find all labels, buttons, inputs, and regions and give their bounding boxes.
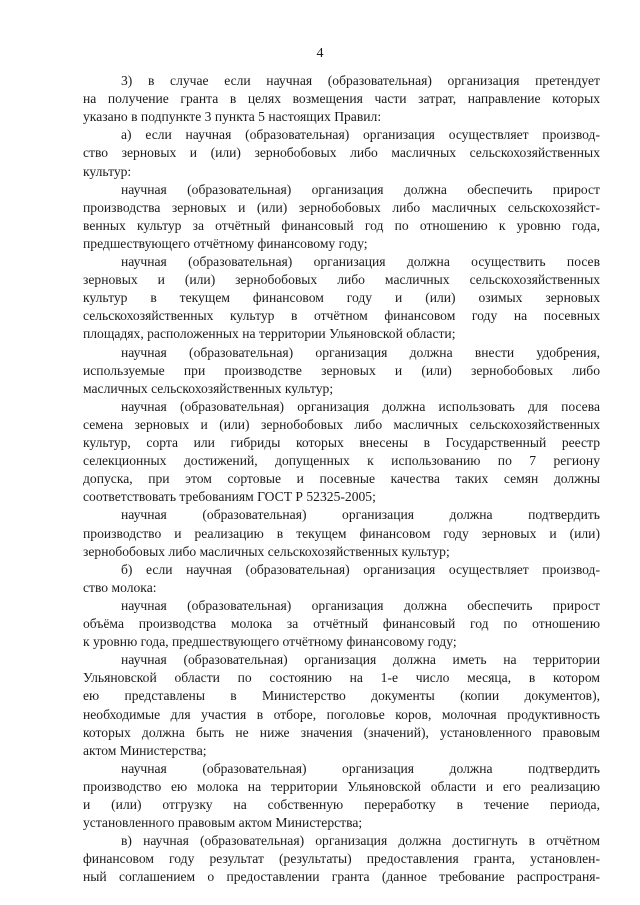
text-line: научная (образовательная) организация должна осуществить посев bbox=[121, 254, 600, 269]
text-line: допуска, при этом сортовые и посевные качества таких семян должны bbox=[83, 471, 600, 487]
text-line: производство и реализацию в текущем финансовом году зерновых и (или) bbox=[83, 525, 600, 541]
text-line: 3) в случае если научная (образовательная) организация претендует bbox=[121, 73, 600, 88]
text-line: ство зерновых и (или) зернобобовых либо масличных сельскохозяйственных bbox=[83, 145, 600, 161]
text-line: установленного правовым актом Министерства; bbox=[83, 815, 363, 831]
text-line: к уровню года, предшествующего отчётному финансовому году; bbox=[83, 634, 457, 650]
text-line: указано в подпункте 3 пункта 5 настоящих Правил: bbox=[83, 109, 382, 125]
text-line: научная (образовательная) организация должна подтвердить bbox=[121, 507, 600, 523]
text-line: в) научная (образовательная) организация должна достигнуть в отчётном bbox=[121, 833, 600, 849]
text-line: ство молока: bbox=[83, 579, 157, 595]
text-line: соответствовать требованиям ГОСТ Р 52325-2005; bbox=[83, 489, 376, 505]
text-line: ный соглашением о предоставлении гранта (данное требование распространя- bbox=[83, 869, 600, 885]
text-line: научная (образовательная) организация должна использовать для посева bbox=[121, 398, 600, 414]
text-line: площадях, расположенных на территории Ульяновской области; bbox=[83, 326, 456, 342]
text-line: научная (образовательная) организация должна внести удобрения, bbox=[121, 344, 600, 360]
text-line: сельскохозяйственных культур в отчётном финансовом году на посевных bbox=[83, 308, 600, 324]
text-line: финансовом году результат (результаты) предоставления гранта, установлен- bbox=[83, 851, 600, 867]
text-line: и (или) отгрузку на собственную переработку в течение периода, bbox=[83, 797, 600, 812]
text-line: производство ею молока на территории Ульяновской области и его реализацию bbox=[83, 778, 600, 794]
text-line: актом Министерства; bbox=[83, 742, 207, 758]
text-line: на получение гранта в целях возмещения части затрат, направление которых bbox=[83, 91, 600, 107]
text-line: семена зерновых и (или) зернобобовых либо масличных сельскохозяйственных bbox=[83, 416, 600, 432]
text-line: зерновых и (или) зернобобовых либо масличных сельскохозяйственных bbox=[83, 272, 600, 288]
text-line: научная (образовательная) организация должна обеспечить прирост bbox=[121, 597, 600, 613]
text-line: масличных сельскохозяйственных культур; bbox=[83, 380, 334, 396]
text-line: которых должна быть не ниже значения (значений), установленного правовым bbox=[83, 724, 600, 740]
text-line: а) если научная (образовательная) организация осуществляет производ- bbox=[121, 127, 600, 143]
text-line: зернобобовых либо масличных сельскохозяйственных культур; bbox=[83, 543, 450, 559]
text-line: научная (образовательная) организация должна подтвердить bbox=[121, 760, 600, 776]
text-line: научная (образовательная) организация должна иметь на территории bbox=[121, 652, 600, 668]
text-line: Ульяновской области по состоянию на 1-е число месяца, в котором bbox=[83, 670, 600, 686]
text-line: культур: bbox=[83, 163, 132, 179]
text-line: производства зерновых и (или) зернобобовых либо масличных сельскохозяйст- bbox=[83, 199, 600, 215]
text-line: культур, сорта или гибриды которых внесены в Государственный реестр bbox=[83, 435, 600, 450]
text-line: научная (образовательная) организация должна обеспечить прирост bbox=[121, 181, 600, 197]
text-line: культур в текущем финансовом году и (или) озимых зерновых bbox=[83, 290, 600, 306]
text-line: селекционных достижений, допущенных к использованию по 7 региону bbox=[83, 453, 600, 469]
text-line: объёма производства молока за отчётный финансовый год по отношению bbox=[83, 616, 600, 631]
page-number: 4 bbox=[316, 46, 324, 61]
text-line: ею представлены в Министерство документы (копии документов), bbox=[83, 688, 600, 704]
text-line: используемые при производстве зерновых и (или) зернобобовых либо bbox=[83, 362, 600, 378]
text-line: предшествующего отчётному финансовому году; bbox=[83, 235, 368, 251]
text-line: необходимые для участия в отборе, поголовье коров, молочная продуктивность bbox=[83, 706, 600, 722]
text-line: б) если научная (образовательная) организация осуществляет производ- bbox=[121, 561, 600, 577]
text-line: венных культур за отчётный финансовый год по отношению к уровню года, bbox=[83, 217, 600, 233]
